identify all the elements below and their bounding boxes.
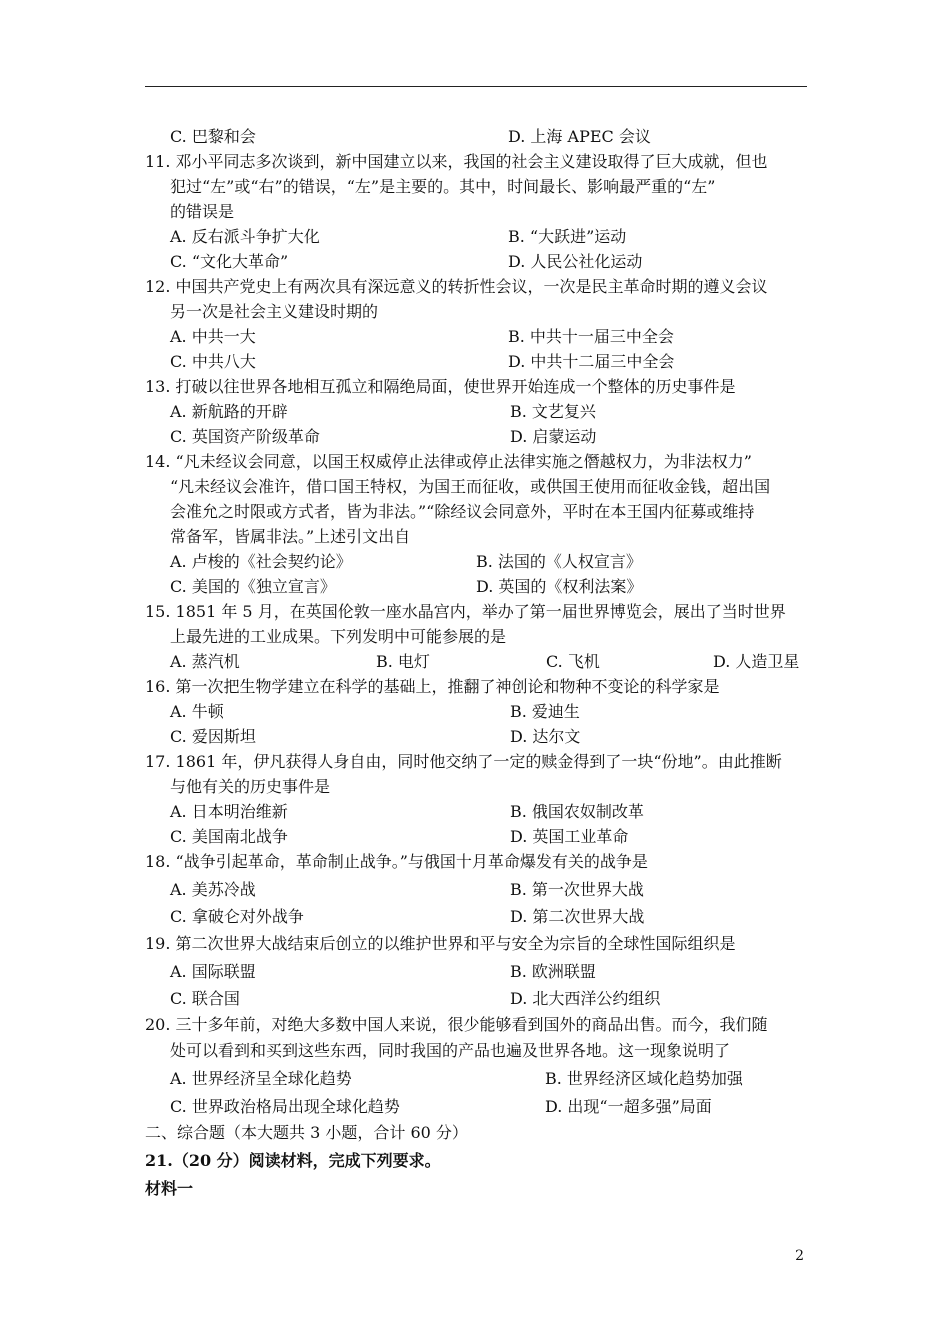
q11-option-c: C. “文化大革命” (170, 252, 289, 271)
q11-stem-line-1: 11. 邓小平同志多次谈到，新中国建立以来，我国的社会主义建设取得了巨大成就，但也 (145, 152, 768, 171)
q18-option-a: A. 美苏冷战 (170, 880, 256, 899)
q11-option-b: B. “大跃进”运动 (508, 227, 627, 246)
q11-stem-line-2: 犯过“左”或“右”的错误，“左”是主要的。其中，时间最长、影响最严重的“左” (170, 177, 716, 196)
q17-option-d: D. 英国工业革命 (510, 827, 629, 846)
q15-stem-line-1: 15. 1851 年 5 月，在英国伦敦一座水晶宫内，举办了第一届世界博览会，展出了当时世界 (145, 602, 786, 621)
q19-option-a: A. 国际联盟 (170, 962, 256, 981)
q15-option-b: B. 电灯 (376, 652, 430, 671)
q20-option-a: A. 世界经济呈全球化趋势 (170, 1069, 352, 1088)
q20-option-d: D. 出现“一超多强”局面 (545, 1097, 712, 1116)
q17-stem-line-1: 17. 1861 年，伊凡获得人身自由，同时他交纳了一定的赎金得到了一块“份地”。由此推断 (145, 752, 782, 771)
material-1-label: 材料一 (145, 1179, 194, 1198)
q14-stem-line-2: “凡未经议会准许，借口国王特权，为国王而征收，或供国王使用而征收金钱，超出国 (170, 477, 771, 496)
q14-option-a: A. 卢梭的《社会契约论》 (170, 552, 352, 571)
q20-option-c: C. 世界政治格局出现全球化趋势 (170, 1097, 400, 1116)
q16-option-d: D. 达尔文 (510, 727, 581, 746)
q15-option-c: C. 飞机 (546, 652, 600, 671)
q12-option-b: B. 中共十一届三中全会 (508, 327, 674, 346)
q19-stem-line-1: 19. 第二次世界大战结束后创立的以维护世界和平与安全为宗旨的全球性国际组织是 (145, 934, 736, 953)
q16-option-b: B. 爱迪生 (510, 702, 580, 721)
q14-stem-line-4: 常备军，皆属非法。”上述引文出自 (170, 527, 411, 546)
q12-option-c: C. 中共八大 (170, 352, 256, 371)
q20-option-b: B. 世界经济区域化趋势加强 (545, 1069, 743, 1088)
q13-option-b: B. 文艺复兴 (510, 402, 596, 421)
q18-option-d: D. 第二次世界大战 (510, 907, 645, 926)
section-2-heading: 二、综合题（本大题共 3 小题，合计 60 分） (145, 1123, 468, 1142)
q12-stem-line-1: 12. 中国共产党史上有两次具有深远意义的转折性会议，一次是民主革命时期的遵义会议 (145, 277, 768, 296)
q20-stem-line-1: 20. 三十多年前，对绝大多数中国人来说，很少能够看到国外的商品出售。而今，我们随 (145, 1015, 768, 1034)
q19-option-c: C. 联合国 (170, 989, 240, 1008)
q13-option-d: D. 启蒙运动 (510, 427, 597, 446)
q14-option-c: C. 美国的《独立宣言》 (170, 577, 336, 596)
q13-option-a: A. 新航路的开辟 (170, 402, 288, 421)
q12-stem-line-2: 另一次是社会主义建设时期的 (170, 302, 379, 321)
q18-option-c: C. 拿破仑对外战争 (170, 907, 304, 926)
q17-option-b: B. 俄国农奴制改革 (510, 802, 644, 821)
q10-option-c: C. 巴黎和会 (170, 127, 256, 146)
q11-option-a: A. 反右派斗争扩大化 (170, 227, 320, 246)
q20-stem-line-2: 处可以看到和买到这些东西，同时我国的产品也遍及世界各地。这一现象说明了 (170, 1041, 731, 1060)
q14-option-d: D. 英国的《权利法案》 (476, 577, 643, 596)
q17-stem-line-2: 与他有关的历史事件是 (170, 777, 331, 796)
q12-option-a: A. 中共一大 (170, 327, 256, 346)
q16-option-c: C. 爱因斯坦 (170, 727, 256, 746)
q12-option-d: D. 中共十二届三中全会 (508, 352, 675, 371)
q15-option-a: A. 蒸汽机 (170, 652, 240, 671)
q14-stem-line-3: 会准允之时限或方式者，皆为非法。”“除经议会同意外，平时在本王国内征募或维持 (170, 502, 755, 521)
q13-option-c: C. 英国资产阶级革命 (170, 427, 320, 446)
q11-option-d: D. 人民公社化运动 (508, 252, 643, 271)
q21-heading: 21.（20 分）阅读材料，完成下列要求。 (145, 1151, 441, 1170)
q10-option-d: D. 上海 APEC 会议 (508, 127, 651, 146)
q19-option-b: B. 欧洲联盟 (510, 962, 596, 981)
q18-option-b: B. 第一次世界大战 (510, 880, 644, 899)
q16-option-a: A. 牛顿 (170, 702, 224, 721)
q17-option-c: C. 美国南北战争 (170, 827, 288, 846)
q18-stem-line-1: 18. “战争引起革命，革命制止战争。”与俄国十月革命爆发有关的战争是 (145, 852, 648, 871)
q13-stem-line-1: 13. 打破以往世界各地相互孤立和隔绝局面，使世界开始连成一个整体的历史事件是 (145, 377, 736, 396)
q19-option-d: D. 北大西洋公约组织 (510, 989, 661, 1008)
q16-stem-line-1: 16. 第一次把生物学建立在科学的基础上，推翻了神创论和物种不变论的科学家是 (145, 677, 720, 696)
q17-option-a: A. 日本明治维新 (170, 802, 288, 821)
q14-option-b: B. 法国的《人权宣言》 (476, 552, 642, 571)
page-number: 2 (795, 1248, 804, 1264)
q14-stem-line-1: 14. “凡未经议会同意，以国王权威停止法律或停止法律实施之僭越权力，为非法权力” (145, 452, 752, 471)
header-rule (145, 86, 807, 87)
q11-stem-line-3: 的错误是 (170, 202, 235, 221)
q15-option-d: D. 人造卫星 (713, 652, 800, 671)
q15-stem-line-2: 上最先进的工业成果。下列发明中可能参展的是 (170, 627, 507, 646)
